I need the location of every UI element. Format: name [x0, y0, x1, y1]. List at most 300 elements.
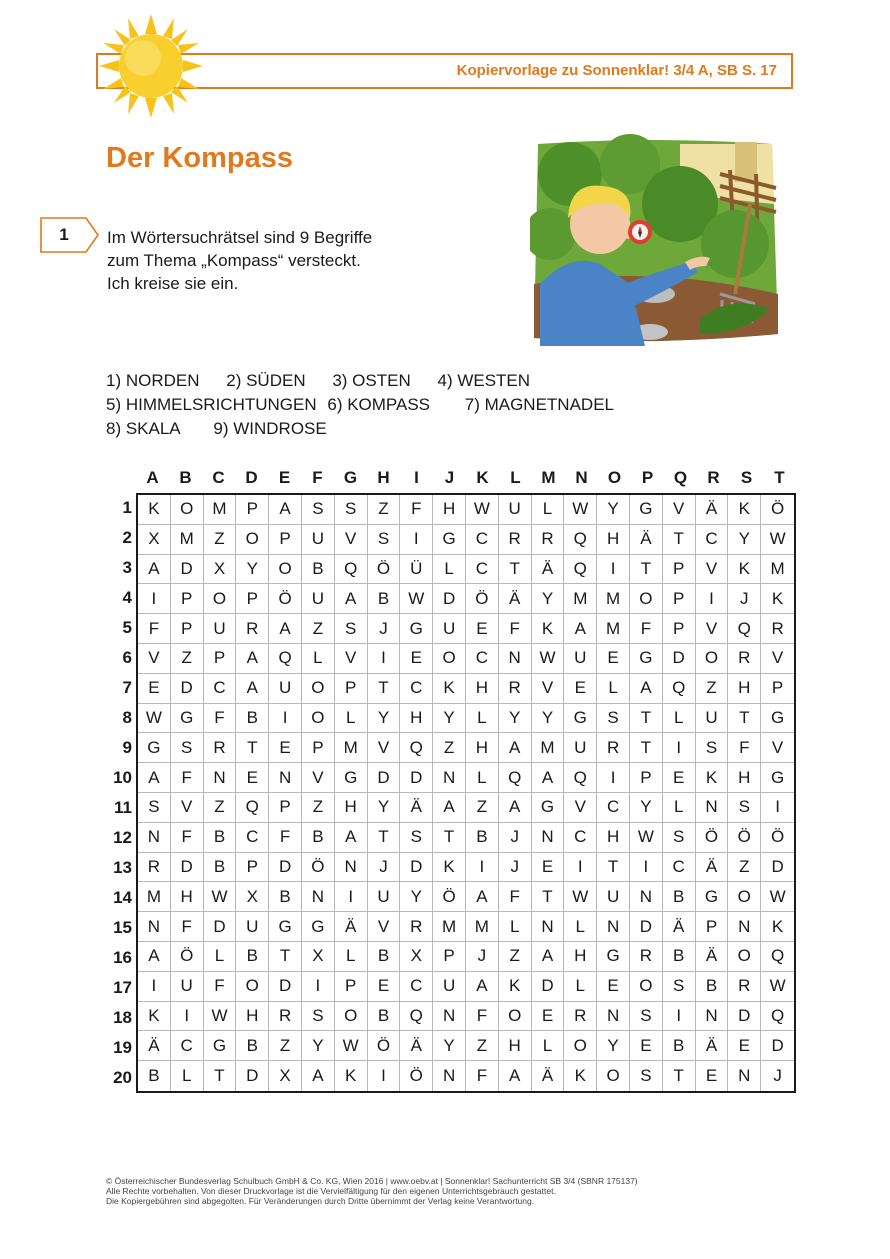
- grid-cell[interactable]: J: [466, 942, 499, 972]
- grid-cell[interactable]: J: [368, 614, 401, 644]
- grid-cell[interactable]: L: [663, 793, 696, 823]
- grid-cell[interactable]: U: [597, 882, 630, 912]
- grid-cell[interactable]: Q: [564, 763, 597, 793]
- grid-cell[interactable]: T: [368, 674, 401, 704]
- grid-cell[interactable]: Q: [335, 555, 368, 585]
- grid-cell[interactable]: C: [204, 674, 237, 704]
- grid-cell[interactable]: R: [597, 733, 630, 763]
- grid-cell[interactable]: R: [400, 912, 433, 942]
- grid-cell[interactable]: S: [368, 525, 401, 555]
- grid-cell[interactable]: Q: [499, 763, 532, 793]
- grid-cell[interactable]: V: [532, 674, 565, 704]
- grid-cell[interactable]: D: [269, 853, 302, 883]
- grid-cell[interactable]: S: [728, 793, 761, 823]
- grid-cell[interactable]: M: [138, 882, 171, 912]
- grid-cell[interactable]: Ä: [499, 584, 532, 614]
- grid-cell[interactable]: I: [597, 555, 630, 585]
- grid-cell[interactable]: P: [663, 584, 696, 614]
- grid-cell[interactable]: G: [630, 644, 663, 674]
- grid-cell[interactable]: P: [269, 793, 302, 823]
- grid-cell[interactable]: S: [335, 614, 368, 644]
- grid-cell[interactable]: I: [138, 584, 171, 614]
- grid-cell[interactable]: O: [499, 1002, 532, 1032]
- grid-cell[interactable]: Ö: [761, 495, 794, 525]
- grid-cell[interactable]: F: [269, 823, 302, 853]
- grid-cell[interactable]: E: [368, 972, 401, 1002]
- grid-cell[interactable]: G: [630, 495, 663, 525]
- grid-cell[interactable]: Q: [761, 1002, 794, 1032]
- grid-cell[interactable]: U: [433, 972, 466, 1002]
- grid-cell[interactable]: W: [400, 584, 433, 614]
- grid-cell[interactable]: F: [400, 495, 433, 525]
- grid-cell[interactable]: D: [171, 674, 204, 704]
- grid-cell[interactable]: Ö: [368, 555, 401, 585]
- grid-cell[interactable]: Ä: [663, 912, 696, 942]
- grid-cell[interactable]: K: [532, 614, 565, 644]
- grid-cell[interactable]: Z: [204, 793, 237, 823]
- grid-cell[interactable]: M: [433, 912, 466, 942]
- grid-cell[interactable]: F: [499, 614, 532, 644]
- grid-cell[interactable]: I: [171, 1002, 204, 1032]
- grid-cell[interactable]: F: [171, 912, 204, 942]
- grid-cell[interactable]: L: [204, 942, 237, 972]
- grid-cell[interactable]: C: [400, 674, 433, 704]
- grid-cell[interactable]: H: [728, 763, 761, 793]
- grid-cell[interactable]: S: [597, 704, 630, 734]
- grid-cell[interactable]: F: [204, 704, 237, 734]
- grid-cell[interactable]: V: [368, 912, 401, 942]
- grid-cell[interactable]: W: [138, 704, 171, 734]
- grid-cell[interactable]: R: [564, 1002, 597, 1032]
- grid-cell[interactable]: X: [204, 555, 237, 585]
- grid-cell[interactable]: S: [302, 1002, 335, 1032]
- grid-cell[interactable]: A: [466, 972, 499, 1002]
- grid-cell[interactable]: B: [368, 584, 401, 614]
- grid-cell[interactable]: O: [433, 644, 466, 674]
- grid-cell[interactable]: Q: [728, 614, 761, 644]
- grid-cell[interactable]: P: [236, 853, 269, 883]
- grid-cell[interactable]: A: [302, 1061, 335, 1091]
- grid-cell[interactable]: G: [335, 763, 368, 793]
- grid-cell[interactable]: L: [564, 912, 597, 942]
- grid-cell[interactable]: T: [663, 525, 696, 555]
- grid-cell[interactable]: L: [499, 912, 532, 942]
- grid-cell[interactable]: L: [302, 644, 335, 674]
- grid-cell[interactable]: W: [630, 823, 663, 853]
- grid-cell[interactable]: N: [433, 763, 466, 793]
- grid-cell[interactable]: K: [138, 1002, 171, 1032]
- grid-cell[interactable]: A: [532, 763, 565, 793]
- grid-cell[interactable]: P: [269, 525, 302, 555]
- grid-cell[interactable]: Ö: [728, 823, 761, 853]
- grid-cell[interactable]: R: [138, 853, 171, 883]
- grid-cell[interactable]: N: [433, 1061, 466, 1091]
- grid-cell[interactable]: F: [138, 614, 171, 644]
- grid-cell[interactable]: W: [335, 1031, 368, 1061]
- grid-cell[interactable]: W: [761, 972, 794, 1002]
- grid-cell[interactable]: E: [138, 674, 171, 704]
- grid-cell[interactable]: Ö: [400, 1061, 433, 1091]
- grid-cell[interactable]: Z: [171, 644, 204, 674]
- grid-cell[interactable]: G: [400, 614, 433, 644]
- grid-cell[interactable]: L: [597, 674, 630, 704]
- grid-cell[interactable]: C: [466, 525, 499, 555]
- grid-cell[interactable]: G: [302, 912, 335, 942]
- grid-cell[interactable]: C: [400, 972, 433, 1002]
- grid-cell[interactable]: F: [499, 882, 532, 912]
- grid-cell[interactable]: Z: [466, 1031, 499, 1061]
- grid-cell[interactable]: E: [269, 733, 302, 763]
- grid-cell[interactable]: B: [663, 882, 696, 912]
- grid-cell[interactable]: N: [532, 912, 565, 942]
- grid-cell[interactable]: G: [696, 882, 729, 912]
- grid-cell[interactable]: V: [138, 644, 171, 674]
- grid-cell[interactable]: D: [532, 972, 565, 1002]
- grid-cell[interactable]: Q: [400, 1002, 433, 1032]
- grid-cell[interactable]: W: [204, 1002, 237, 1032]
- grid-cell[interactable]: N: [532, 823, 565, 853]
- grid-cell[interactable]: B: [368, 942, 401, 972]
- grid-cell[interactable]: F: [466, 1061, 499, 1091]
- grid-cell[interactable]: O: [728, 882, 761, 912]
- grid-cell[interactable]: T: [728, 704, 761, 734]
- grid-cell[interactable]: D: [400, 853, 433, 883]
- grid-cell[interactable]: C: [466, 644, 499, 674]
- grid-cell[interactable]: P: [236, 584, 269, 614]
- grid-cell[interactable]: Ä: [335, 912, 368, 942]
- grid-cell[interactable]: L: [663, 704, 696, 734]
- grid-cell[interactable]: A: [138, 555, 171, 585]
- grid-cell[interactable]: O: [269, 555, 302, 585]
- grid-cell[interactable]: F: [630, 614, 663, 644]
- grid-cell[interactable]: H: [728, 674, 761, 704]
- grid-cell[interactable]: Q: [269, 644, 302, 674]
- grid-cell[interactable]: O: [630, 972, 663, 1002]
- grid-cell[interactable]: L: [171, 1061, 204, 1091]
- grid-cell[interactable]: B: [368, 1002, 401, 1032]
- grid-cell[interactable]: T: [597, 853, 630, 883]
- grid-cell[interactable]: U: [564, 733, 597, 763]
- grid-cell[interactable]: N: [204, 763, 237, 793]
- grid-cell[interactable]: L: [466, 704, 499, 734]
- grid-cell[interactable]: D: [630, 912, 663, 942]
- grid-cell[interactable]: Q: [236, 793, 269, 823]
- grid-cell[interactable]: S: [302, 495, 335, 525]
- grid-cell[interactable]: U: [171, 972, 204, 1002]
- grid-cell[interactable]: Y: [532, 704, 565, 734]
- grid-cell[interactable]: G: [171, 704, 204, 734]
- grid-cell[interactable]: O: [335, 1002, 368, 1032]
- grid-cell[interactable]: F: [171, 823, 204, 853]
- grid-cell[interactable]: I: [138, 972, 171, 1002]
- grid-cell[interactable]: Ö: [368, 1031, 401, 1061]
- grid-cell[interactable]: I: [302, 972, 335, 1002]
- grid-cell[interactable]: Q: [663, 674, 696, 704]
- grid-cell[interactable]: P: [663, 555, 696, 585]
- grid-cell[interactable]: A: [269, 495, 302, 525]
- grid-cell[interactable]: I: [466, 853, 499, 883]
- grid-cell[interactable]: D: [269, 972, 302, 1002]
- grid-cell[interactable]: A: [499, 733, 532, 763]
- grid-cell[interactable]: U: [564, 644, 597, 674]
- grid-cell[interactable]: N: [728, 1061, 761, 1091]
- grid-cell[interactable]: M: [532, 733, 565, 763]
- grid-cell[interactable]: A: [335, 823, 368, 853]
- grid-cell[interactable]: P: [696, 912, 729, 942]
- grid-cell[interactable]: N: [138, 823, 171, 853]
- grid-cell[interactable]: T: [204, 1061, 237, 1091]
- grid-cell[interactable]: U: [269, 674, 302, 704]
- grid-cell[interactable]: V: [171, 793, 204, 823]
- grid-cell[interactable]: W: [532, 644, 565, 674]
- grid-cell[interactable]: W: [761, 525, 794, 555]
- grid-cell[interactable]: T: [269, 942, 302, 972]
- grid-cell[interactable]: O: [564, 1031, 597, 1061]
- grid-cell[interactable]: T: [532, 882, 565, 912]
- grid-cell[interactable]: B: [466, 823, 499, 853]
- grid-cell[interactable]: R: [236, 614, 269, 644]
- grid-cell[interactable]: G: [269, 912, 302, 942]
- grid-cell[interactable]: A: [499, 1061, 532, 1091]
- grid-cell[interactable]: T: [630, 733, 663, 763]
- grid-cell[interactable]: V: [335, 644, 368, 674]
- grid-cell[interactable]: C: [236, 823, 269, 853]
- grid-cell[interactable]: T: [663, 1061, 696, 1091]
- grid-cell[interactable]: Z: [368, 495, 401, 525]
- grid-cell[interactable]: Z: [696, 674, 729, 704]
- grid-cell[interactable]: L: [433, 555, 466, 585]
- grid-cell[interactable]: N: [696, 1002, 729, 1032]
- grid-cell[interactable]: Z: [269, 1031, 302, 1061]
- grid-cell[interactable]: V: [335, 525, 368, 555]
- grid-cell[interactable]: Z: [499, 942, 532, 972]
- grid-cell[interactable]: H: [597, 525, 630, 555]
- grid-cell[interactable]: Y: [728, 525, 761, 555]
- grid-cell[interactable]: K: [696, 763, 729, 793]
- grid-cell[interactable]: E: [663, 763, 696, 793]
- grid-cell[interactable]: Y: [499, 704, 532, 734]
- grid-cell[interactable]: S: [138, 793, 171, 823]
- grid-cell[interactable]: H: [236, 1002, 269, 1032]
- grid-cell[interactable]: P: [171, 614, 204, 644]
- grid-cell[interactable]: N: [335, 853, 368, 883]
- grid-cell[interactable]: B: [302, 555, 335, 585]
- grid-cell[interactable]: O: [728, 942, 761, 972]
- grid-cell[interactable]: I: [368, 1061, 401, 1091]
- grid-cell[interactable]: U: [302, 584, 335, 614]
- grid-cell[interactable]: K: [138, 495, 171, 525]
- grid-cell[interactable]: C: [663, 853, 696, 883]
- grid-cell[interactable]: J: [773, 1066, 782, 1086]
- grid-cell[interactable]: Y: [597, 1031, 630, 1061]
- grid-cell[interactable]: N: [138, 912, 171, 942]
- grid-cell[interactable]: I: [663, 1002, 696, 1032]
- grid-cell[interactable]: S: [663, 972, 696, 1002]
- grid-cell[interactable]: E: [532, 853, 565, 883]
- grid-cell[interactable]: M: [564, 584, 597, 614]
- grid-cell[interactable]: O: [696, 644, 729, 674]
- grid-cell[interactable]: U: [368, 882, 401, 912]
- grid-cell[interactable]: B: [663, 1031, 696, 1061]
- grid-cell[interactable]: Ö: [761, 823, 794, 853]
- grid-cell[interactable]: Y: [368, 793, 401, 823]
- grid-cell[interactable]: N: [433, 1002, 466, 1032]
- grid-cell[interactable]: F: [466, 1002, 499, 1032]
- grid-cell[interactable]: A: [499, 793, 532, 823]
- grid-cell[interactable]: N: [597, 1002, 630, 1032]
- grid-cell[interactable]: Y: [597, 495, 630, 525]
- grid-cell[interactable]: M: [761, 555, 794, 585]
- grid-cell[interactable]: P: [761, 674, 794, 704]
- grid-cell[interactable]: Y: [400, 882, 433, 912]
- grid-cell[interactable]: P: [335, 972, 368, 1002]
- grid-cell[interactable]: U: [696, 704, 729, 734]
- grid-cell[interactable]: K: [335, 1061, 368, 1091]
- grid-cell[interactable]: J: [368, 853, 401, 883]
- grid-cell[interactable]: E: [597, 644, 630, 674]
- grid-cell[interactable]: A: [433, 793, 466, 823]
- grid-cell[interactable]: Q: [564, 525, 597, 555]
- grid-cell[interactable]: Ä: [400, 793, 433, 823]
- grid-cell[interactable]: A: [630, 674, 663, 704]
- grid-cell[interactable]: N: [696, 793, 729, 823]
- grid-cell[interactable]: D: [433, 584, 466, 614]
- grid-cell[interactable]: I: [335, 882, 368, 912]
- grid-cell[interactable]: A: [335, 584, 368, 614]
- grid-cell[interactable]: A: [236, 674, 269, 704]
- grid-cell[interactable]: E: [532, 1002, 565, 1032]
- grid-cell[interactable]: H: [400, 704, 433, 734]
- grid-cell[interactable]: T: [236, 733, 269, 763]
- grid-cell[interactable]: P: [630, 763, 663, 793]
- grid-cell[interactable]: J: [728, 584, 761, 614]
- grid-cell[interactable]: S: [630, 1061, 663, 1091]
- grid-cell[interactable]: P: [335, 674, 368, 704]
- grid-cell[interactable]: I: [400, 525, 433, 555]
- grid-cell[interactable]: T: [433, 823, 466, 853]
- grid-cell[interactable]: N: [499, 644, 532, 674]
- grid-cell[interactable]: B: [138, 1061, 171, 1091]
- grid-cell[interactable]: I: [663, 733, 696, 763]
- grid-cell[interactable]: O: [597, 1061, 630, 1091]
- grid-cell[interactable]: D: [728, 1002, 761, 1032]
- grid-cell[interactable]: R: [761, 614, 794, 644]
- grid-cell[interactable]: I: [269, 704, 302, 734]
- grid-cell[interactable]: Z: [204, 525, 237, 555]
- grid-cell[interactable]: Q: [564, 555, 597, 585]
- grid-cell[interactable]: X: [236, 882, 269, 912]
- grid-cell[interactable]: E: [728, 1031, 761, 1061]
- grid-cell[interactable]: R: [728, 644, 761, 674]
- grid-cell[interactable]: L: [335, 942, 368, 972]
- grid-cell[interactable]: Ä: [696, 495, 729, 525]
- grid-cell[interactable]: Z: [433, 733, 466, 763]
- grid-cell[interactable]: H: [171, 882, 204, 912]
- grid-cell[interactable]: X: [269, 1061, 302, 1091]
- grid-cell[interactable]: Ä: [630, 525, 663, 555]
- grid-cell[interactable]: Z: [302, 793, 335, 823]
- grid-cell[interactable]: Ä: [696, 942, 729, 972]
- grid-cell[interactable]: Y: [368, 704, 401, 734]
- grid-cell[interactable]: N: [269, 763, 302, 793]
- grid-cell[interactable]: W: [204, 882, 237, 912]
- grid-cell[interactable]: H: [466, 733, 499, 763]
- grid-cell[interactable]: X: [138, 525, 171, 555]
- grid-cell[interactable]: R: [204, 733, 237, 763]
- grid-cell[interactable]: L: [532, 495, 565, 525]
- grid-cell[interactable]: Y: [433, 704, 466, 734]
- grid-cell[interactable]: H: [335, 793, 368, 823]
- grid-cell[interactable]: Y: [630, 793, 663, 823]
- grid-cell[interactable]: B: [236, 704, 269, 734]
- grid-cell[interactable]: N: [302, 882, 335, 912]
- grid-cell[interactable]: Ö: [433, 882, 466, 912]
- grid-cell[interactable]: Y: [236, 555, 269, 585]
- grid-cell[interactable]: V: [368, 733, 401, 763]
- grid-cell[interactable]: W: [564, 495, 597, 525]
- grid-cell[interactable]: S: [400, 823, 433, 853]
- grid-cell[interactable]: O: [204, 584, 237, 614]
- grid-cell[interactable]: W: [564, 882, 597, 912]
- grid-cell[interactable]: M: [171, 525, 204, 555]
- grid-cell[interactable]: E: [400, 644, 433, 674]
- grid-cell[interactable]: V: [696, 555, 729, 585]
- grid-cell[interactable]: K: [499, 972, 532, 1002]
- grid-cell[interactable]: H: [597, 823, 630, 853]
- grid-cell[interactable]: B: [204, 853, 237, 883]
- grid-cell[interactable]: L: [335, 704, 368, 734]
- grid-cell[interactable]: Ö: [696, 823, 729, 853]
- grid-cell[interactable]: V: [302, 763, 335, 793]
- grid-cell[interactable]: V: [663, 495, 696, 525]
- grid-cell[interactable]: R: [269, 1002, 302, 1032]
- grid-cell[interactable]: O: [630, 584, 663, 614]
- grid-cell[interactable]: B: [663, 942, 696, 972]
- grid-cell[interactable]: Ä: [696, 1031, 729, 1061]
- grid-cell[interactable]: I: [564, 853, 597, 883]
- grid-cell[interactable]: A: [236, 644, 269, 674]
- grid-cell[interactable]: N: [728, 912, 761, 942]
- grid-cell[interactable]: Z: [466, 793, 499, 823]
- grid-cell[interactable]: P: [433, 942, 466, 972]
- grid-cell[interactable]: M: [335, 733, 368, 763]
- grid-cell[interactable]: U: [499, 495, 532, 525]
- grid-cell[interactable]: R: [728, 972, 761, 1002]
- grid-cell[interactable]: Y: [302, 1031, 335, 1061]
- grid-cell[interactable]: Ä: [696, 853, 729, 883]
- grid-cell[interactable]: Ü: [400, 555, 433, 585]
- grid-cell[interactable]: M: [597, 584, 630, 614]
- grid-cell[interactable]: Ö: [302, 853, 335, 883]
- grid-cell[interactable]: A: [138, 942, 171, 972]
- grid-cell[interactable]: K: [433, 674, 466, 704]
- grid-cell[interactable]: Ä: [138, 1031, 171, 1061]
- grid-cell[interactable]: T: [499, 555, 532, 585]
- grid-cell[interactable]: N: [630, 882, 663, 912]
- grid-cell[interactable]: O: [171, 495, 204, 525]
- grid-cell[interactable]: I: [696, 584, 729, 614]
- grid-cell[interactable]: K: [761, 584, 794, 614]
- grid-cell[interactable]: C: [466, 555, 499, 585]
- grid-cell[interactable]: U: [302, 525, 335, 555]
- grid-cell[interactable]: D: [236, 1061, 269, 1091]
- grid-cell[interactable]: T: [368, 823, 401, 853]
- grid-cell[interactable]: P: [663, 614, 696, 644]
- grid-cell[interactable]: V: [761, 644, 794, 674]
- grid-cell[interactable]: B: [269, 882, 302, 912]
- grid-cell[interactable]: D: [761, 1031, 794, 1061]
- grid-cell[interactable]: G: [204, 1031, 237, 1061]
